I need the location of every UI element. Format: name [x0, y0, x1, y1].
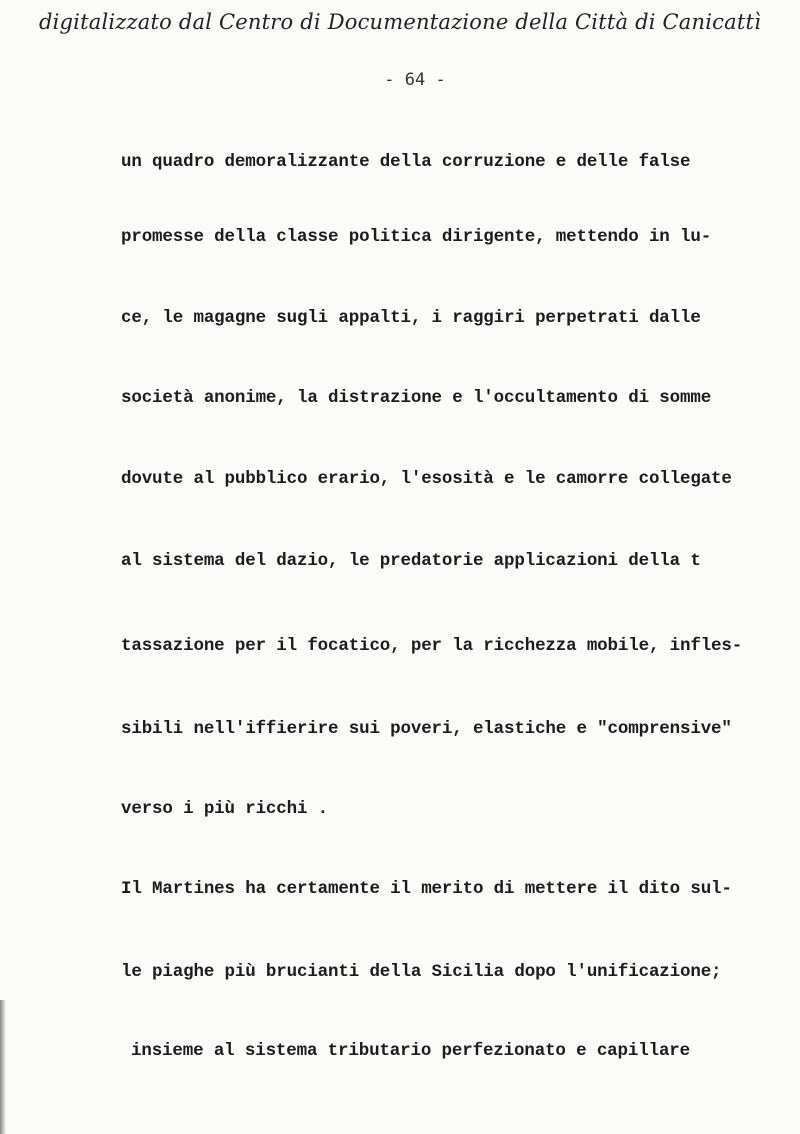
page-number: - 64 - — [384, 70, 446, 90]
text-line: società anonime, la distrazione e l'occultamento di somme — [121, 388, 712, 408]
text-line: dovute al pubblico erario, l'esosità e le camorre collegate — [121, 469, 732, 489]
text-line: Il Martines ha certamente il merito di mettere il dito sul- — [121, 879, 732, 899]
text-line: al sistema del dazio, le predatorie applicazioni della t — [121, 551, 701, 571]
scan-edge-shadow — [0, 1000, 6, 1134]
text-line: sibili nell'iffierire sui poveri, elastiche e "comprensive" — [121, 719, 732, 739]
text-line: ce, le magagne sugli appalti, i raggiri perpetrati dalle — [121, 308, 701, 328]
text-line: le piaghe più brucianti della Sicilia dopo l'unificazione; — [121, 962, 722, 982]
text-line: verso i più ricchi . — [121, 799, 329, 819]
digitization-watermark: digitalizzato dal Centro di Documentazione della Città di Canicattì — [38, 10, 762, 34]
text-line: un quadro demoralizzante della corruzione e delle false — [121, 152, 691, 172]
text-line: promesse della classe politica dirigente, mettendo in lu- — [121, 227, 712, 247]
text-line: tassazione per il focatico, per la ricchezza mobile, infles- — [121, 636, 743, 656]
text-line: insieme al sistema tributario perfezionato e capillare — [131, 1041, 690, 1061]
